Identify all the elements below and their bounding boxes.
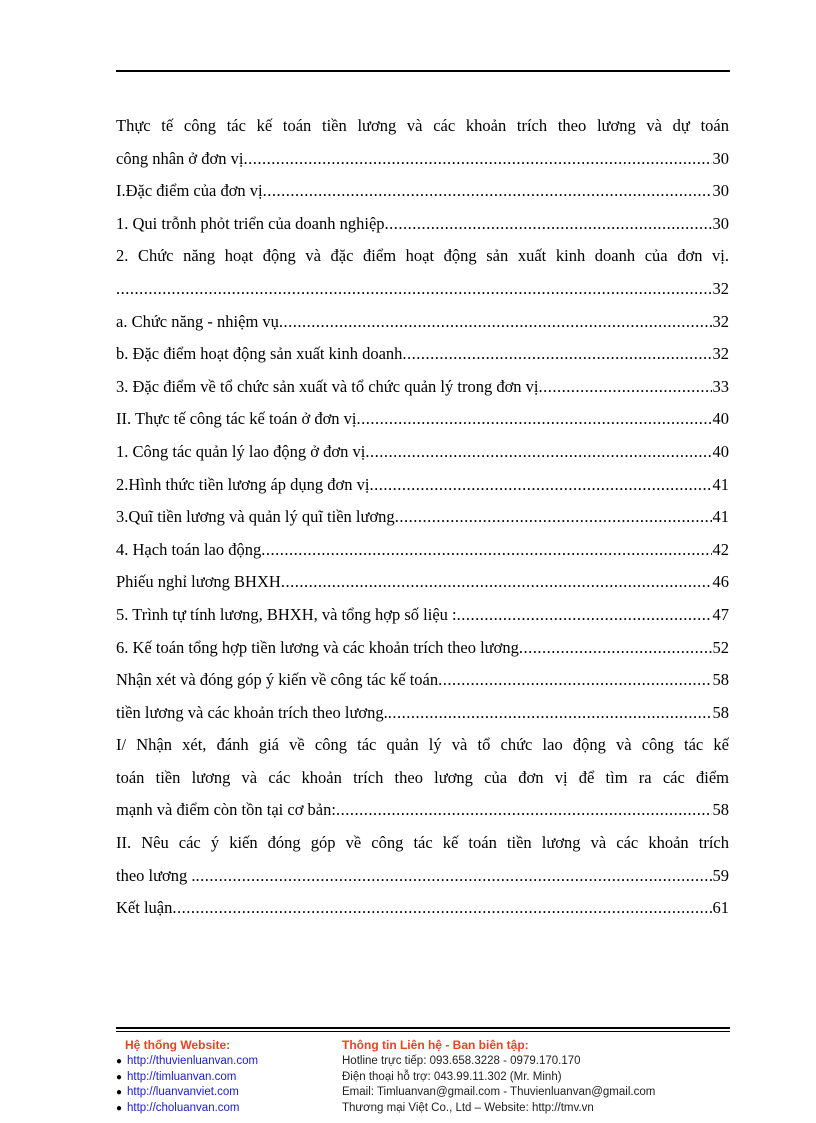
websites-column bbox=[116, 1037, 336, 1116]
toc-dot-leader bbox=[365, 436, 711, 469]
contact-line: Thương mại Việt Co., Ltd – Website: http://tmv.vn bbox=[342, 1101, 594, 1114]
toc-entry bbox=[116, 664, 729, 697]
footer-rule-thick bbox=[116, 1027, 730, 1029]
toc-entry-text: II. Nêu các ý kiến đóng góp về công tác kế toán tiền lương và các khoản trích bbox=[116, 833, 729, 853]
toc-page-number: 61 bbox=[712, 898, 729, 918]
contact-column bbox=[342, 1037, 732, 1116]
toc-dot-leader bbox=[281, 566, 712, 599]
toc-entry-text: 5. Trình tự tính lương, BHXH, và tổng hợp số liệu : bbox=[116, 604, 457, 624]
toc-entry bbox=[116, 697, 729, 730]
bullet-icon: ● bbox=[116, 1087, 123, 1098]
website-link[interactable]: http://thuvienluanvan.com bbox=[127, 1055, 259, 1067]
toc-dot-leader bbox=[263, 175, 712, 208]
toc-entry bbox=[116, 338, 729, 371]
toc-dot-leader bbox=[357, 403, 712, 436]
toc-page-number: 40 bbox=[712, 409, 729, 429]
toc-dot-leader bbox=[519, 632, 712, 665]
toc-entry-text: a. Chức năng - nhiệm vụ bbox=[116, 311, 279, 331]
toc-page-number: 42 bbox=[712, 539, 729, 559]
toc-dot-leader bbox=[395, 501, 712, 534]
toc-dot-leader bbox=[261, 534, 711, 567]
toc-page-number: 46 bbox=[712, 572, 729, 592]
toc-entry bbox=[116, 827, 729, 860]
toc-entry bbox=[116, 566, 729, 599]
toc-dot-leader bbox=[388, 697, 712, 730]
toc-entry bbox=[116, 110, 729, 143]
contact-line: Hotline trực tiếp: 093.658.3228 - 0979.170.170 bbox=[342, 1055, 581, 1067]
toc-entry bbox=[116, 534, 729, 567]
toc-entry-text: Nhận xét và đóng góp ý kiến về công tác kế toán bbox=[116, 670, 439, 690]
contact-line: Email: Timluanvan@gmail.com - Thuvienluanvan@gmail.com bbox=[342, 1086, 656, 1098]
toc-entry bbox=[116, 273, 729, 306]
toc-dot-leader bbox=[336, 794, 712, 827]
toc-dot-leader bbox=[116, 273, 712, 306]
toc-entry bbox=[116, 762, 729, 795]
toc-page-number: 33 bbox=[712, 376, 729, 396]
toc-entry bbox=[116, 208, 729, 241]
header-rule bbox=[116, 70, 730, 72]
footer-rule-thin bbox=[116, 1031, 730, 1032]
toc-entry-text: công nhân ở đơn vị bbox=[116, 148, 244, 168]
toc-entry bbox=[116, 175, 729, 208]
toc-entry-text: 2.Hình thức tiền lương áp dụng đơn vị bbox=[116, 474, 370, 494]
toc-entry-text: Kết luận bbox=[116, 898, 173, 918]
toc-page-number: 32 bbox=[712, 344, 729, 364]
toc-entry-text: II. Thực tế công tác kế toán ở đơn vị bbox=[116, 409, 357, 429]
toc-page-number: 41 bbox=[712, 474, 729, 494]
toc-entry-text: I/ Nhận xét, đánh giá về công tác quản lý và tổ chức lao động và công tác kế bbox=[116, 735, 729, 755]
toc-page-number: 58 bbox=[712, 702, 729, 722]
website-link[interactable]: http://luanvanviet.com bbox=[127, 1086, 239, 1098]
toc-page-number: 47 bbox=[712, 604, 729, 624]
toc-entry-text: 6. Kế toán tổng hợp tiền lương và các khoản trích theo lương bbox=[116, 637, 519, 657]
websites-heading: Hệ thống Website: bbox=[125, 1038, 231, 1052]
toc-entry-text: 3. Đặc điểm về tổ chức sản xuất và tổ chức quản lý trong đơn vị bbox=[116, 376, 539, 396]
bullet-icon: ● bbox=[116, 1071, 123, 1083]
website-link[interactable]: http://choluanvan.com bbox=[127, 1101, 240, 1114]
website-item bbox=[116, 1054, 336, 1070]
website-link[interactable]: http://timluanvan.com bbox=[127, 1070, 237, 1083]
contact-line: Điện thoại hỗ trợ: 043.99.11.302 (Mr. Minh) bbox=[342, 1070, 562, 1083]
toc-page-number: 32 bbox=[712, 311, 729, 331]
toc-entry-text: I.Đặc điểm của đơn vị bbox=[116, 181, 263, 201]
toc-entry-text: 4. Hạch toán lao động bbox=[116, 539, 262, 559]
toc-page-number: 30 bbox=[712, 213, 729, 233]
toc-entry bbox=[116, 632, 729, 665]
toc-dot-leader bbox=[369, 469, 711, 502]
toc-page-number: 30 bbox=[712, 148, 729, 168]
bullet-icon: ● bbox=[116, 1056, 123, 1067]
toc-entry bbox=[116, 469, 729, 502]
toc-entry-text: Phiếu nghỉ lương BHXH bbox=[116, 572, 281, 592]
toc-dot-leader bbox=[385, 208, 712, 241]
toc-entry bbox=[116, 240, 729, 273]
toc-entry-text: tiền lương và các khoản trích theo lương. bbox=[116, 702, 388, 722]
toc-entry bbox=[116, 501, 729, 534]
toc-dot-leader bbox=[438, 664, 711, 697]
toc-entry bbox=[116, 599, 729, 632]
toc-page-number: 58 bbox=[712, 670, 729, 690]
toc-page-number: 58 bbox=[712, 800, 729, 820]
toc-entry-text: b. Đặc điểm hoạt động sản xuất kinh doanh bbox=[116, 344, 403, 364]
toc-page-number: 40 bbox=[712, 441, 729, 461]
website-item bbox=[116, 1070, 336, 1086]
toc-entry-text: Thực tế công tác kế toán tiền lương và các khoản trích theo lương và dự toán bbox=[116, 116, 729, 135]
toc-dot-leader bbox=[243, 143, 711, 176]
website-item bbox=[116, 1085, 336, 1101]
toc-entry bbox=[116, 436, 729, 469]
toc-dot-leader bbox=[279, 306, 712, 339]
toc-entry bbox=[116, 306, 729, 339]
toc-entry-text: 3.Quĩ tiền lương và quản lý quĩ tiền lương bbox=[116, 507, 395, 527]
toc-page-number: 30 bbox=[712, 181, 729, 201]
toc-entry bbox=[116, 143, 729, 176]
toc-entry bbox=[116, 794, 729, 827]
website-item bbox=[116, 1101, 336, 1117]
toc-entry bbox=[116, 403, 729, 436]
toc-entry-text: mạnh và điểm còn tồn tại cơ bản: bbox=[116, 800, 336, 820]
toc-entry bbox=[116, 371, 729, 404]
toc-entry-text: 2. Chức năng hoạt động và đặc điểm hoạt động sản xuất kinh doanh của đơn vị. bbox=[116, 246, 729, 266]
toc-entry-text: theo lương . bbox=[116, 865, 196, 885]
toc-dot-leader bbox=[196, 860, 712, 893]
toc-page-number: 41 bbox=[712, 507, 729, 527]
toc-entry-text: 1. Qui trỗnh phỏt triển của doanh nghiệp bbox=[116, 213, 385, 233]
toc-dot-leader bbox=[402, 338, 711, 371]
toc-entry bbox=[116, 892, 729, 925]
toc-entry bbox=[116, 729, 729, 762]
toc-page-number: 52 bbox=[712, 637, 729, 657]
toc-dot-leader bbox=[539, 371, 712, 404]
toc-entry-text: toán tiền lương và các khoản trích theo lương của đơn vị để tìm ra các điểm bbox=[116, 767, 729, 787]
toc-page-number: 59 bbox=[712, 865, 729, 885]
toc-entry-text: 1. Công tác quản lý lao động ở đơn vị bbox=[116, 441, 366, 461]
toc-page-number: 32 bbox=[712, 278, 729, 298]
toc-dot-leader bbox=[172, 892, 711, 925]
toc-entry bbox=[116, 860, 729, 893]
toc-dot-leader bbox=[457, 599, 712, 632]
table-of-contents bbox=[116, 110, 729, 925]
bullet-icon: ● bbox=[116, 1102, 123, 1114]
contact-heading: Thông tin Liên hệ - Ban biên tập: bbox=[342, 1038, 529, 1052]
